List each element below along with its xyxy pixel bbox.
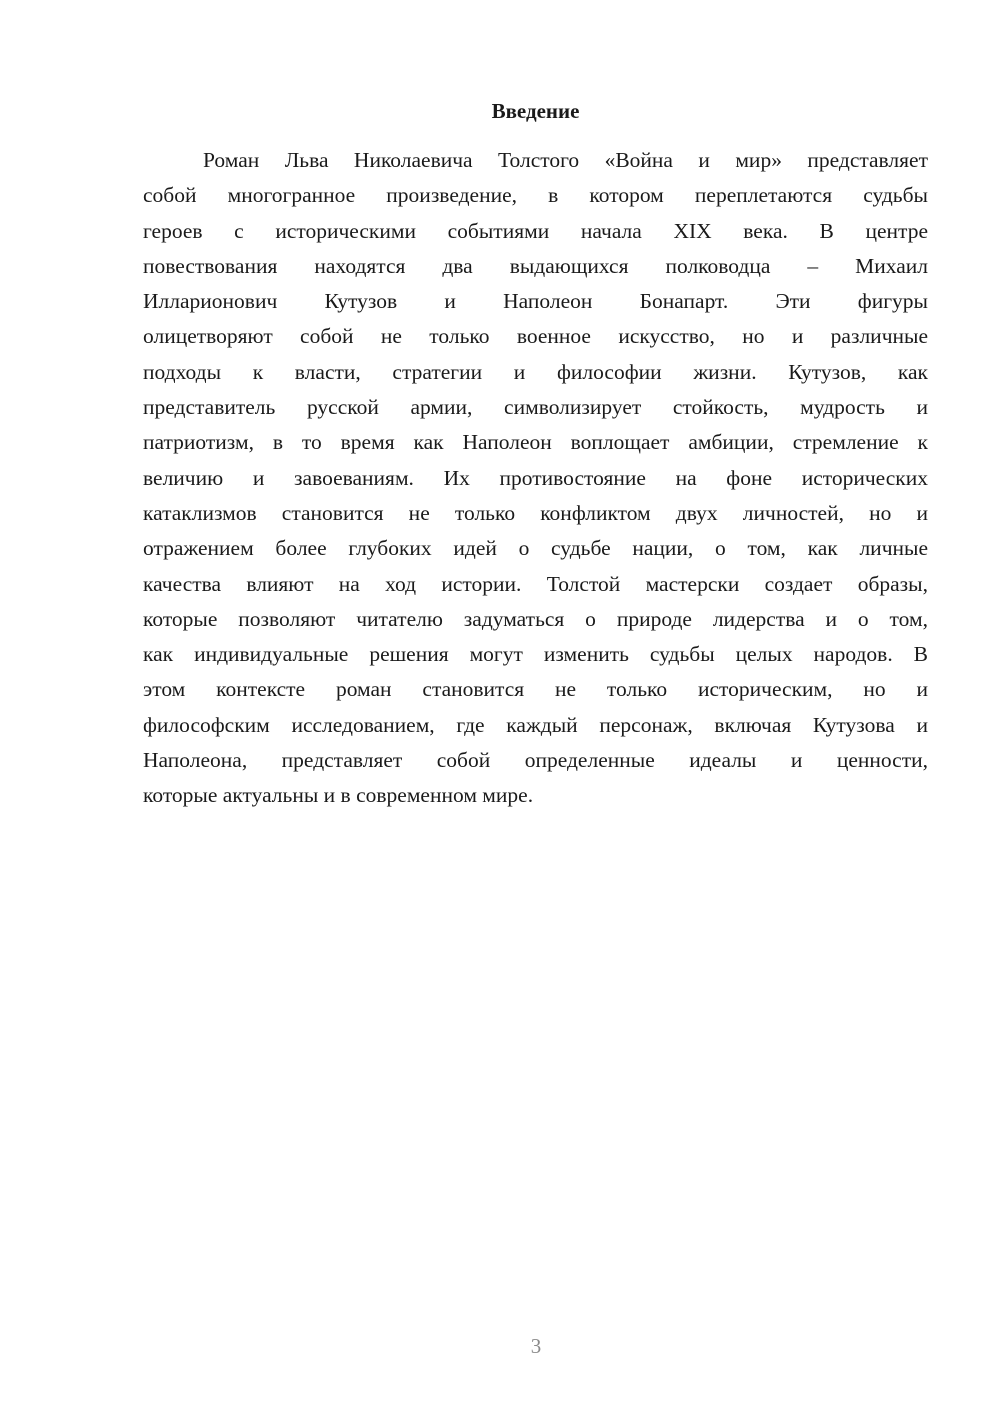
paragraph-line: подходы к власти, стратегии и философии жизни. Кутузов, как: [143, 359, 928, 384]
paragraph-line: повествования находятся два выдающихся полководца – Михаил: [143, 253, 928, 278]
intro-paragraph: [143, 143, 928, 814]
section-title: Введение: [491, 99, 580, 123]
paragraph-line: как индивидуальные решения могут изменить судьбы целых народов. В: [143, 642, 928, 667]
paragraph-line: качества влияют на ход истории. Толстой мастерски создает образы,: [143, 571, 928, 596]
paragraph-line: величию и завоеваниям. Их противостояние на фоне исторических: [143, 465, 928, 490]
paragraph-line: олицетворяют собой не только военное искусство, но и различные: [143, 324, 928, 349]
paragraph-line: Илларионович Кутузов и Наполеон Бонапарт. Эти фигуры: [143, 289, 928, 314]
paragraph-line: философским исследованием, где каждый персонаж, включая Кутузова и: [143, 712, 928, 737]
paragraph-line: Наполеона, представляет собой определенные идеалы и ценности,: [143, 748, 928, 773]
paragraph-line: собой многогранное произведение, в котором переплетаются судьбы: [143, 183, 928, 208]
paragraph-line: отражением более глубоких идей о судьбе нации, о том, как личные: [143, 536, 928, 561]
paragraph-line: этом контексте роман становится не только историческим, но и: [143, 677, 928, 702]
paragraph-line: катаклизмов становится не только конфликтом двух личностей, но и: [143, 500, 928, 525]
paragraph-line: представитель русской армии, символизирует стойкость, мудрость и: [143, 395, 928, 420]
paragraph-line: которые актуальны и в современном мире.: [143, 783, 534, 808]
paragraph-line: Роман Льва Николаевича Толстого «Война и мир» представляет: [203, 148, 928, 172]
paragraph-line: патриотизм, в то время как Наполеон воплощает амбиции, стремление к: [143, 430, 928, 455]
paragraph-line: героев с историческими событиями начала XIX века. В центре: [143, 218, 928, 243]
paragraph-line: которые позволяют читателю задуматься о природе лидерства и о том,: [143, 606, 928, 631]
page-number: 3: [530, 1334, 542, 1358]
